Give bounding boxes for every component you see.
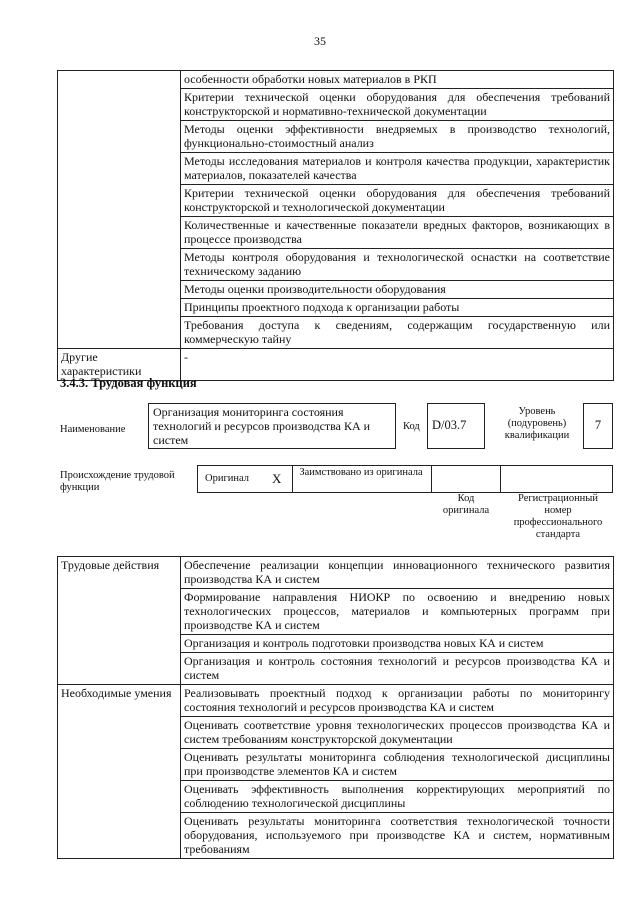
knowledge-item: Требования доступа к сведениям, содержащим государственную или коммерческую тайну [181, 317, 614, 349]
name-label: Наименование [60, 424, 126, 435]
labor-action-item: Организация и контроль состояния технологий и ресурсов производства КА и систем [181, 653, 614, 685]
required-skill-item: Оценивать соответствие уровня технологических процессов производства КА и систем требованиям конструкторской документации [181, 717, 614, 749]
registration-caption: Регистрационный номер профессионального стандарта [513, 493, 603, 540]
labor-action-item: Формирование направления НИОКР по освоению и внедрению новых технологических процессов, материалов и компьютерных программ при производстве КА и систем [181, 589, 614, 635]
table-row [58, 685, 614, 717]
required-skill-item: Оценивать результаты мониторинга соблюдения технологической дисциплины при производстве элементов КА и систем [181, 749, 614, 781]
required-skill-item: Оценивать эффективность выполнения корректирующих мероприятий по соблюдению технологической дисциплины [181, 781, 614, 813]
knowledge-item: Методы оценки производительности оборудования [181, 281, 614, 299]
knowledge-item: Количественные и качественные показатели вредных факторов, возникающих в процессе производства [181, 217, 614, 249]
knowledge-item: Методы исследования материалов и контроля качества продукции, характеристик материалов, показателей качества [181, 153, 614, 185]
labor-action-item: Организация и контроль подготовки производства новых КА и систем [181, 635, 614, 653]
code-original-caption: Код оригинала [442, 493, 490, 516]
other-characteristics-label: Другие характеристики [58, 349, 181, 381]
original-mark: X [272, 471, 282, 486]
labor-action-item: Обеспечение реализации концепции инновационного технического развития производства КА и систем [181, 557, 614, 589]
other-characteristics-value: - [181, 349, 614, 381]
function-table [57, 556, 614, 859]
required-skill-item: Оценивать результаты мониторинга соответствия технологической точности оборудования, используемого при производстве КА и систем, нормативным требованиям [181, 813, 614, 859]
origin-label: Происхождение трудовой функции [60, 470, 175, 493]
knowledge-item: Критерии технической оценки оборудования для обеспечения требований конструкторской и нормативно-технической документации [181, 89, 614, 121]
table-row [58, 71, 614, 89]
code-label: Код [403, 421, 420, 432]
section-title: 3.4.3. Трудовая функция [60, 376, 197, 390]
knowledge-table [57, 70, 614, 381]
knowledge-item: Методы оценки эффективности внедряемых в производство технологий, функционально-стоимостный анализ [181, 121, 614, 153]
page-number: 35 [314, 34, 326, 48]
function-name: Организация мониторинга состояния технологий и ресурсов производства КА и систем [148, 403, 396, 449]
knowledge-item: Принципы проектного подхода к организации работы [181, 299, 614, 317]
knowledge-label-cell [58, 71, 181, 349]
knowledge-item: особенности обработки новых материалов в РКП [181, 71, 614, 89]
original-label: Оригинал [205, 473, 249, 484]
function-code: D/03.7 [427, 403, 485, 449]
required-skills-label: Необходимые умения [58, 685, 181, 859]
qualification-level: 7 [583, 403, 613, 449]
level-label: Уровень (подуровень) квалификации [504, 406, 570, 441]
table-row [58, 557, 614, 589]
borrowed-label: Заимствовано из оригинала [299, 467, 423, 478]
knowledge-item: Методы контроля оборудования и технологической оснастки на соответствие техническому заданию [181, 249, 614, 281]
labor-actions-label: Трудовые действия [58, 557, 181, 685]
knowledge-item: Критерии технической оценки оборудования для обеспечения требований конструкторской и технологической документации [181, 185, 614, 217]
required-skill-item: Реализовывать проектный подход к организации работы по мониторингу состояния технологий и ресурсов производства КА и систем [181, 685, 614, 717]
